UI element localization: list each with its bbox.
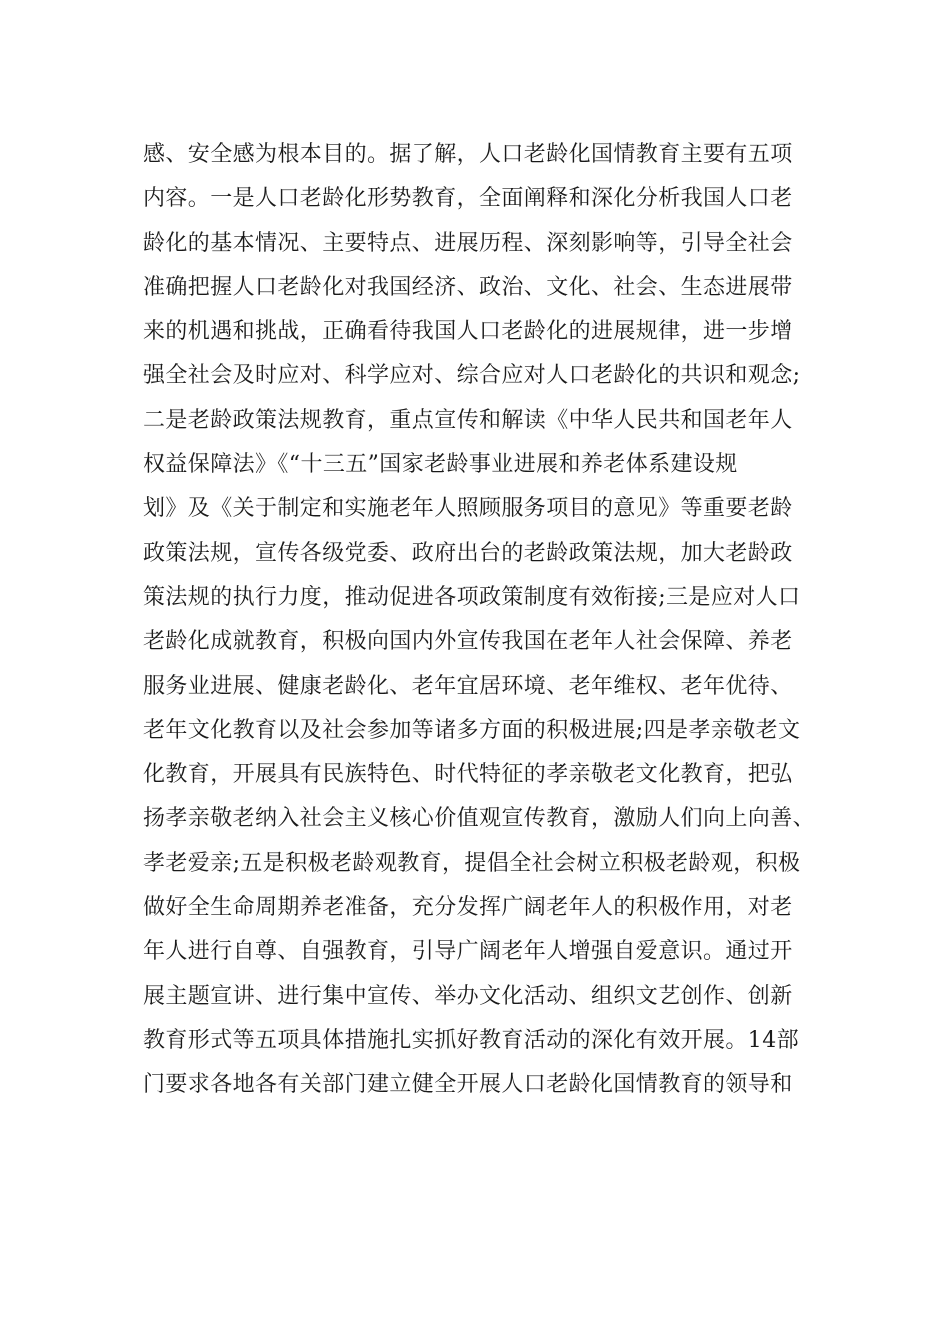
text-line: 做好全生命周期养老准备，充分发挥广阔老年人的积极作用，对老 [143, 895, 793, 921]
text-line: 化教育，开展具有民族特色、时代特征的孝亲敬老文化教育，把弘 [143, 762, 793, 788]
text-line: 准确把握人口老龄化对我国经济、政治、文化、社会、生态进展带 [143, 274, 793, 300]
text-line: 孝老爱亲;五是积极老龄观教育，提倡全社会树立积极老龄观，积极 [143, 850, 801, 876]
text-line: 扬孝亲敬老纳入社会主义核心价值观宣传教育，激励人们向上向善、 [143, 806, 816, 832]
text-line: 门要求各地各有关部门建立健全开展人口老龄化国情教育的领导和 [143, 1072, 793, 1098]
text-line: 策法规的执行力度，推动促进各项政策制度有效衔接;三是应对人口 [143, 584, 801, 610]
text-line: 龄化的基本情况、主要特点、进展历程、深刻影响等，引导全社会 [143, 230, 793, 256]
text-line: 展主题宣讲、进行集中宣传、举办文化活动、组织文艺创作、创新 [143, 983, 793, 1009]
text-line: 强全社会及时应对、科学应对、综合应对人口老龄化的共识和观念; [143, 363, 801, 389]
text-line: 老年文化教育以及社会参加等诸多方面的积极进展;四是孝亲敬老文 [143, 717, 801, 743]
text-line: 权益保障法》《“十三五”国家老龄事业进展和养老体系建设规 [143, 452, 738, 478]
text-line: 服务业进展、健康老龄化、老年宜居环境、老年维权、老年优待、 [143, 673, 793, 699]
text-line: 感、安全感为根本目的。据了解，人口老龄化国情教育主要有五项 [143, 142, 793, 167]
body-paragraph [143, 133, 833, 1108]
text-line: 老龄化成就教育，积极向国内外宣传我国在老年人社会保障、养老 [143, 629, 793, 655]
text-line: 内容。一是人口老龄化形势教育，全面阐释和深化分析我国人口老 [143, 186, 793, 212]
text-line: 教育形式等五项具体措施扎实抓好教育活动的深化有效开展。14部 [143, 1027, 799, 1053]
text-line: 来的机遇和挑战，正确看待我国人口老龄化的进展规律，进一步增 [143, 319, 793, 345]
text-line: 政策法规，宣传各级党委、政府出台的老龄政策法规，加大老龄政 [143, 540, 793, 566]
text-line: 年人进行自尊、自强教育，引导广阔老年人增强自爱意识。通过开 [143, 939, 793, 965]
text-line: 二是老龄政策法规教育，重点宣传和解读《中华人民共和国老年人 [143, 407, 793, 433]
text-line: 划》及《关于制定和实施老年人照顾服务项目的意见》等重要老龄 [143, 496, 793, 522]
